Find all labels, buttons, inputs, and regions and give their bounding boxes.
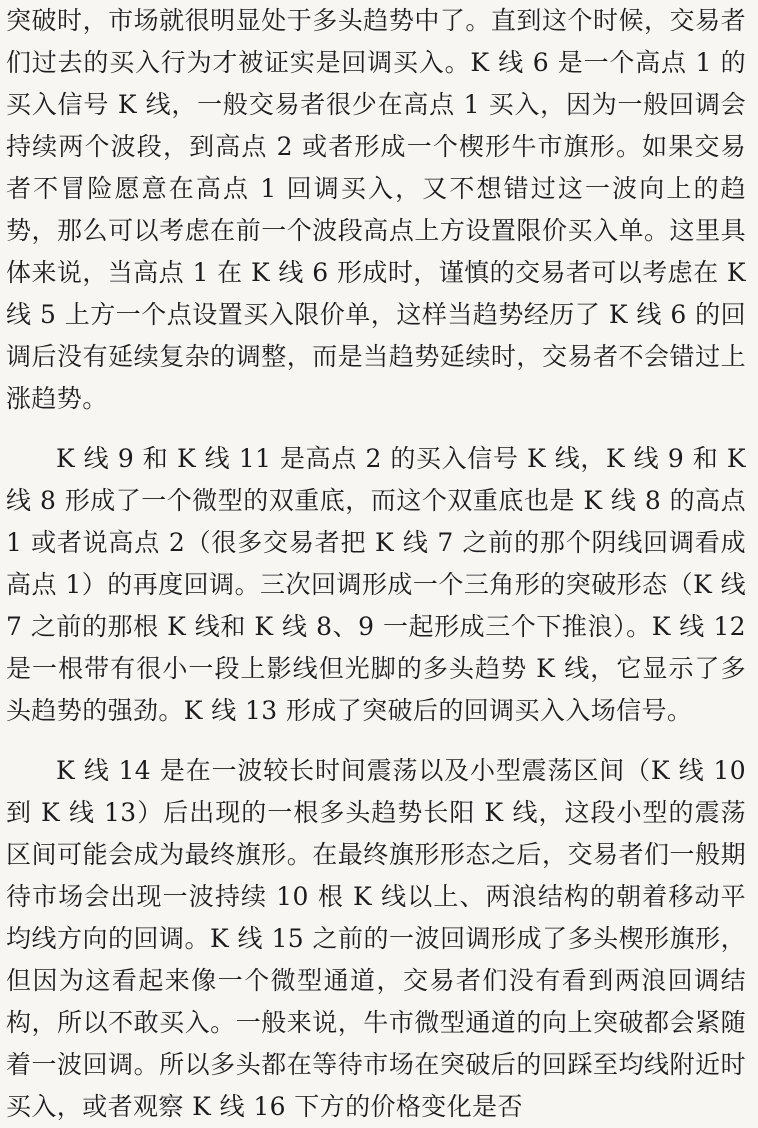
paragraph-3: K 线 14 是在一波较长时间震荡以及小型震荡区间（K 线 10 到 K 线 13）后出现的一根多头趋势长阳 K 线，这段小型的震荡区间可能会成为最终旗形。在最终旗形形态之后，交易者们一般期待市场会出现一波持续 10 根 K 线以上、两浪结构的朝着移动平均线方向的回调。K 线 15 之前的一波回调形成了多头楔形旗形，但因为这看起来像一个微型通道，交易者们没有看到两浪回调结构，所以不敢买入。一般来说，牛市微型通道的向上突破都会紧随着一波回调。所以多头都在等待市场在突破后的回踩至均线附近时买入，或者观察 K 线 16 下方的价格变化是否 [6,756,746,1121]
paragraph-1: 突破时，市场就很明显处于多头趋势中了。直到这个时候，交易者们过去的买入行为才被证实是回调买入。K 线 6 是一个高点 1 的买入信号 K 线，一般交易者很少在高点 1 买入，因为一般回调会持续两个波段，到高点 2 或者形成一个楔形牛市旗形。如果交易者不冒险愿意在高点 1 回调买入，又不想错过这一波向上的趋势，那么可以考虑在前一个波段高点上方设置限价买入单。这里具体来说，当高点 1 在 K 线 6 形成时，谨慎的交易者可以考虑在 K 线 5 上方一个点设置买入限价单，这样当趋势经历了 K 线 6 的回调后没有延续复杂的调整，而是当趋势延续时，交易者不会错过上涨趋势。 [6,6,746,413]
paragraph-2: K 线 9 和 K 线 11 是高点 2 的买入信号 K 线，K 线 9 和 K 线 8 形成了一个微型的双重底，而这个双重底也是 K 线 8 的高点 1 或者说高点 2（很多交易者把 K 线 7 之前的那个阴线回调看成高点 1）的再度回调。三次回调形成一个三角形的突破形态（K 线 7 之前的那根 K 线和 K 线 8、9 一起形成三个下推浪）。K 线 12 是一根带有很小一段上影线但光脚的多头趋势 K 线，它显示了多头趋势的强劲。K 线 13 形成了突破后的回调买入入场信号。 [6,444,746,725]
